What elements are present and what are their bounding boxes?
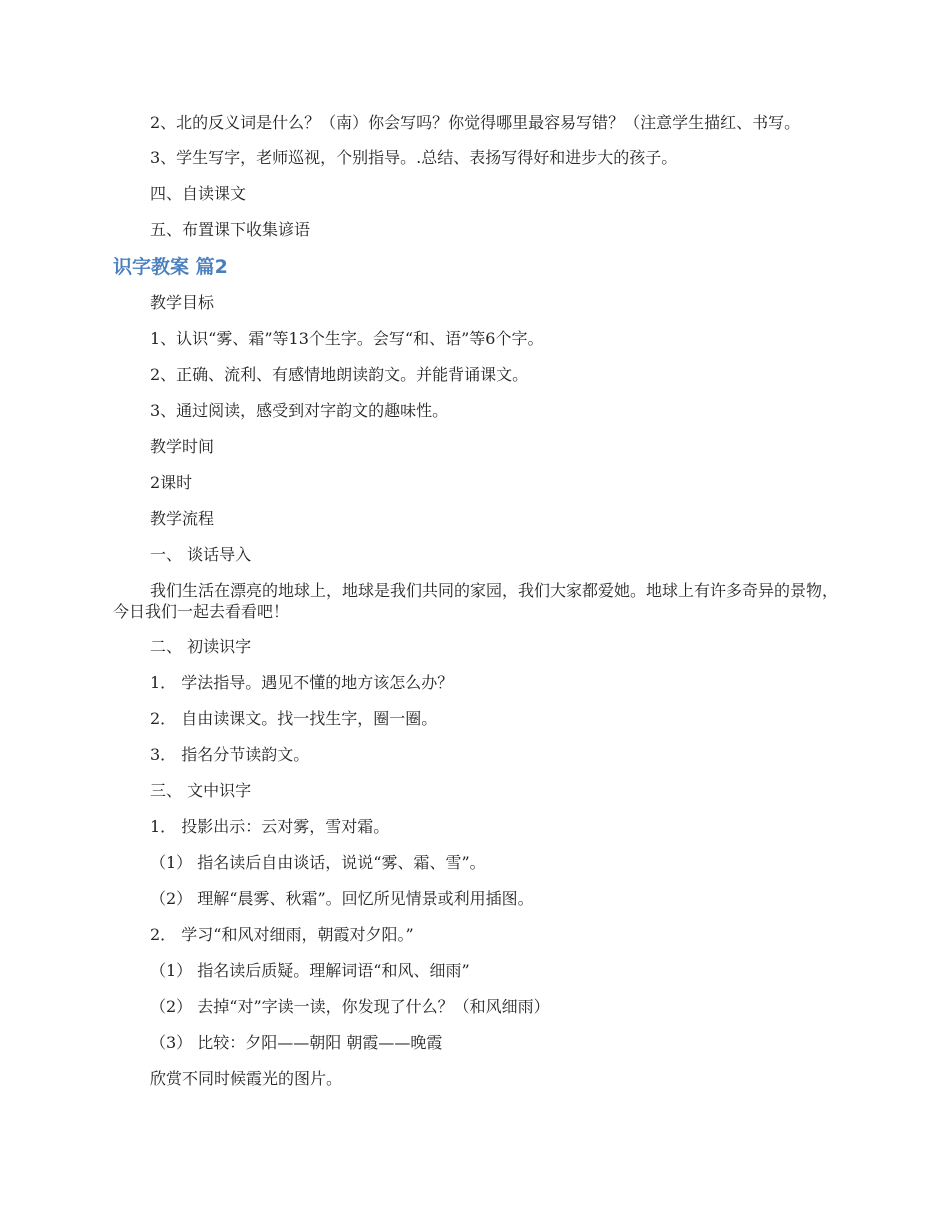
paragraph: 3． 指名分节读韵文。 [150,745,310,764]
paragraph: 3、通过阅读，感受到对字韵文的趣味性。 [150,401,449,420]
paragraph: 3、学生写字，老师巡视，个别指导。.总结、表扬写得好和进步大的孩子。 [150,148,678,167]
paragraph: 二、 初读识字 [150,637,252,656]
paragraph: （3） 比较：夕阳——朝阳 朝霞——晚霞 [150,1033,443,1052]
section-heading: 识字教案 篇2 [113,256,228,278]
paragraph: （2） 理解“晨雾、秋霜”。回忆所见情景或利用插图。 [150,889,534,908]
paragraph: （2） 去掉“对”字读一读，你发现了什么？（和风细雨） [150,997,550,1016]
paragraph: 2． 自由读课文。找一找生字，圈一圈。 [150,709,438,728]
paragraph: 2、北的反义词是什么？（南）你会写吗？你觉得哪里最容易写错？（注意学生描红、书写。 [150,113,801,132]
paragraph: 三、 文中识字 [150,781,252,800]
paragraph: 2． 学习“和风对细雨，朝霞对夕阳。” [150,925,414,944]
paragraph: 1． 学法指导。遇见不懂的地方该怎么办？ [150,673,454,692]
paragraph: 欣赏不同时候霞光的图片。 [150,1069,343,1088]
paragraph: 教学时间 [150,437,215,456]
paragraph: （1） 指名读后质疑。理解词语“和风、细雨” [150,961,470,980]
paragraph: 1、认识“雾、霜”等13个生字。会写“和、语”等6个字。 [150,329,544,348]
paragraph: 四、自读课文 [150,184,247,203]
paragraph: 教学流程 [150,509,215,528]
paragraph: 2、正确、流利、有感情地朗读韵文。并能背诵课文。 [150,365,529,384]
paragraph: 我们生活在漂亮的地球上，地球是我们共同的家园，我们大家都爱她。地球上有许多奇异的景物，今日我们一起去看看吧！ [113,581,839,621]
paragraph: 五、布置课下收集谚语 [150,220,311,239]
paragraph: 1． 投影出示：云对雾，雪对霜。 [150,817,390,836]
document-page [113,112,840,1104]
paragraph: 一、 谈话导入 [150,545,252,564]
paragraph: 教学目标 [150,293,215,312]
paragraph: （1） 指名读后自由谈话，说说“雾、霜、雪”。 [150,853,486,872]
paragraph: 2课时 [150,473,193,492]
